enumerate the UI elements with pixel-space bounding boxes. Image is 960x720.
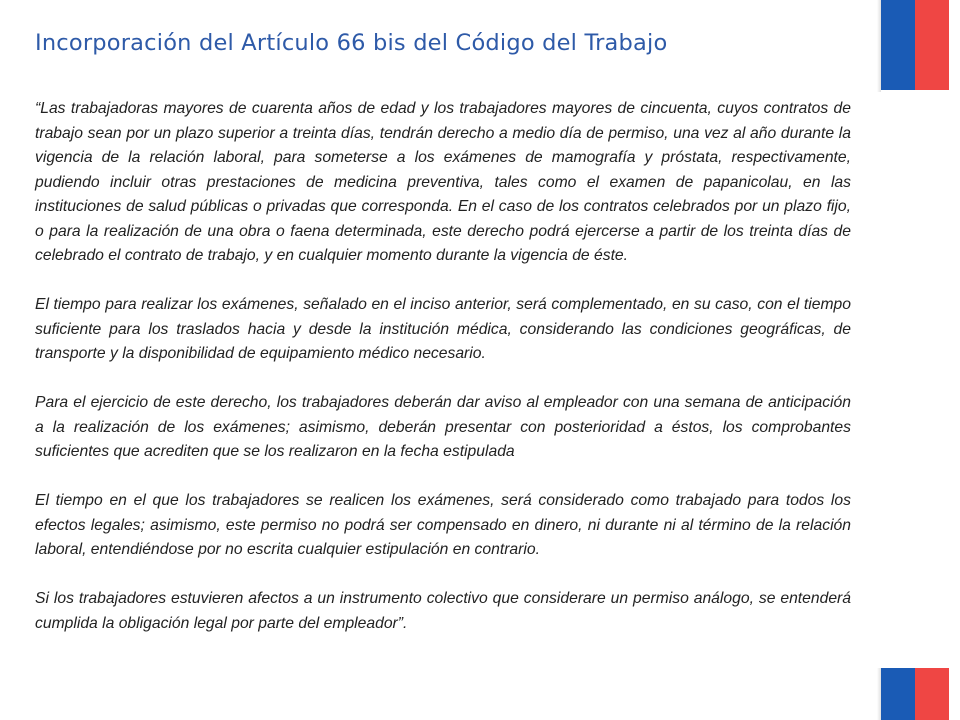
flag-red-stripe — [915, 668, 949, 720]
flag-blue-stripe — [881, 0, 915, 90]
flag-red-stripe — [915, 0, 949, 90]
slide-title: Incorporación del Artículo 66 bis del Código del Trabajo — [35, 30, 668, 56]
paragraph-3: Para el ejercicio de este derecho, los trabajadores deberán dar aviso al empleador con una semana de anticipación a la realización de los exámenes; asimismo, deberán presentar con posterioridad a éstos, los comprobantes suficientes que acrediten que se los realizaron en la fecha estipulada — [35, 394, 851, 460]
flag-decoration-bottom — [881, 668, 949, 720]
paragraph-1: “Las trabajadoras mayores de cuarenta años de edad y los trabajadores mayores de cincuenta, cuyos contratos de trabajo sean por un plazo superior a treinta días, tendrán derecho a medio día de permiso, una vez al año durante la vigencia de la relación laboral, para someterse a los exámenes de mamografía y próstata, respectivamente, pudiendo incluir otras prestaciones de medicina preventiva, tales como el examen de papanicolau, en las instituciones de salud públicas o privadas que corresponda. En el caso de los contratos celebrados por un plazo fijo, o para la realización de una obra o faena determinada, este derecho podrá ejercerse a partir de los treinta días de celebrado el contrato de trabajo, y en cualquier momento durante la vigencia de éste. — [35, 100, 851, 264]
flag-decoration-top — [881, 0, 949, 90]
paragraph-2: El tiempo para realizar los exámenes, señalado en el inciso anterior, será complementado, en su caso, con el tiempo suficiente para los traslados hacia y desde la institución médica, considerando las condiciones geográficas, de transporte y la disponibilidad de equipamiento médico necesario. — [35, 296, 851, 362]
paragraph-4: El tiempo en el que los trabajadores se realicen los exámenes, será considerado como trabajado para todos los efectos legales; asimismo, este permiso no podrá ser compensado en dinero, ni durante ni al término de la relación laboral, entendiéndose por no escrita cualquier estipulación en contrario. — [35, 492, 851, 558]
flag-blue-stripe — [881, 668, 915, 720]
slide-body — [35, 97, 851, 661]
paragraph-5: Si los trabajadores estuvieren afectos a un instrumento colectivo que considerare un permiso análogo, se entenderá cumplida la obligación legal por parte del empleador”. — [35, 590, 851, 632]
